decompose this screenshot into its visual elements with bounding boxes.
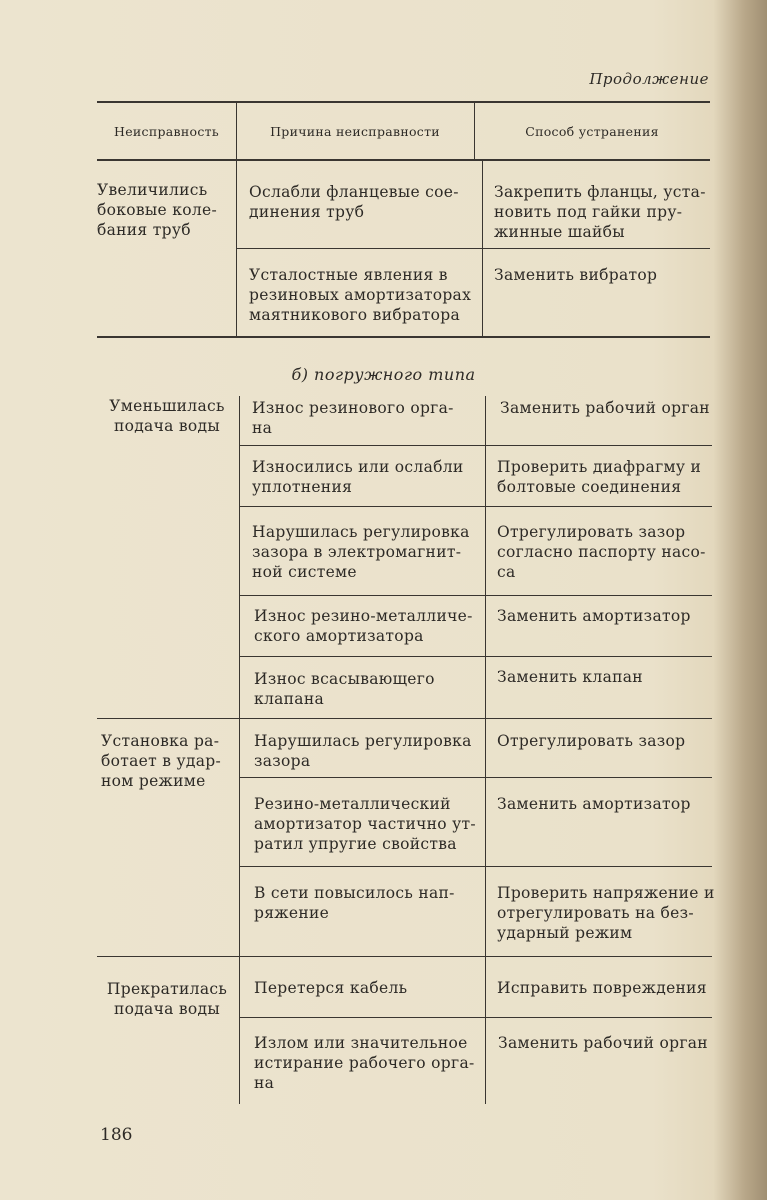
remedy-cell: Проверить диафрагму и болтовые соединения: [497, 458, 702, 496]
header-remedy: Способ устранения: [525, 124, 659, 139]
remedy-cell: Заменить рабочий орган: [500, 399, 710, 417]
section-a-bottom-rule: [97, 336, 710, 338]
cause-cell: Нарушилась регулировка зазора в электромагнит- ной системе: [252, 523, 470, 581]
cause-cell: Перетерся кабель: [254, 979, 408, 997]
remedy-cell: Заменить амортизатор: [497, 607, 691, 625]
remedy-cell: Закрепить фланцы, уста- новить под гайки пру- жинные шайбы: [494, 183, 706, 241]
remedy-cell: Исправить повреждения: [497, 979, 707, 997]
cause-cell: Износ резинового орга- на: [252, 399, 454, 437]
cause-cell: Износ всасывающего клапана: [254, 670, 435, 708]
cause-cell: Излом или значительное истирание рабочего орга- на: [254, 1034, 475, 1092]
row-divider: [240, 1017, 712, 1018]
row-divider: [240, 445, 712, 446]
continuation-label: Продолжение: [589, 70, 709, 88]
row-divider: [240, 866, 712, 867]
header-bottom-rule: [97, 159, 710, 161]
remedy-cell: Отрегулировать зазор согласно паспорту насо- са: [497, 523, 706, 581]
header-top-rule: [97, 101, 710, 103]
row-divider: [240, 656, 712, 657]
page-number: 186: [100, 1125, 133, 1145]
remedy-cell: Отрегулировать зазор: [497, 732, 686, 750]
fault-cell: Увеличились боковые коле- бания труб: [97, 181, 218, 239]
cause-cell: Нарушилась регулировка зазора: [254, 732, 472, 770]
header-cause: Причина неисправности: [270, 124, 440, 139]
cause-cell: Износились или ослабли уплотнения: [252, 458, 464, 496]
fault-cell: Установка ра- ботает в удар- ном режиме: [101, 732, 222, 790]
row-divider: [240, 777, 712, 778]
cause-cell: Усталостные явления в резиновых амортизаторах маятникового вибратора: [249, 266, 472, 324]
remedy-cell: Заменить рабочий орган: [498, 1034, 708, 1052]
row-divider: [240, 506, 712, 507]
column-divider: [485, 396, 486, 1104]
column-divider: [239, 396, 240, 1104]
remedy-cell: Заменить амортизатор: [497, 795, 691, 813]
header-fault: Неисправность: [114, 124, 219, 139]
remedy-cell: Проверить напряжение и отрегулировать на без- ударный режим: [497, 884, 715, 942]
section-b-title: б) погружного типа: [291, 365, 476, 384]
cause-cell: Износ резино-металличе- ского амортизатора: [254, 607, 473, 645]
row-divider: [240, 595, 712, 596]
row-divider: [237, 248, 710, 249]
group-divider: [97, 956, 712, 957]
fault-cell: Уменьшилась подача воды: [109, 397, 225, 435]
cause-cell: Ослабли фланцевые сое- динения труб: [249, 183, 459, 221]
remedy-cell: Заменить клапан: [497, 668, 643, 686]
remedy-cell: Заменить вибратор: [494, 266, 658, 284]
cause-cell: Резино-металлический амортизатор частично ут- ратил упругие свойства: [254, 795, 476, 853]
group-divider: [97, 718, 712, 719]
fault-cell: Прекратилась подача воды: [106, 980, 228, 1018]
cause-cell: В сети повысилось нап- ряжение: [254, 884, 455, 922]
